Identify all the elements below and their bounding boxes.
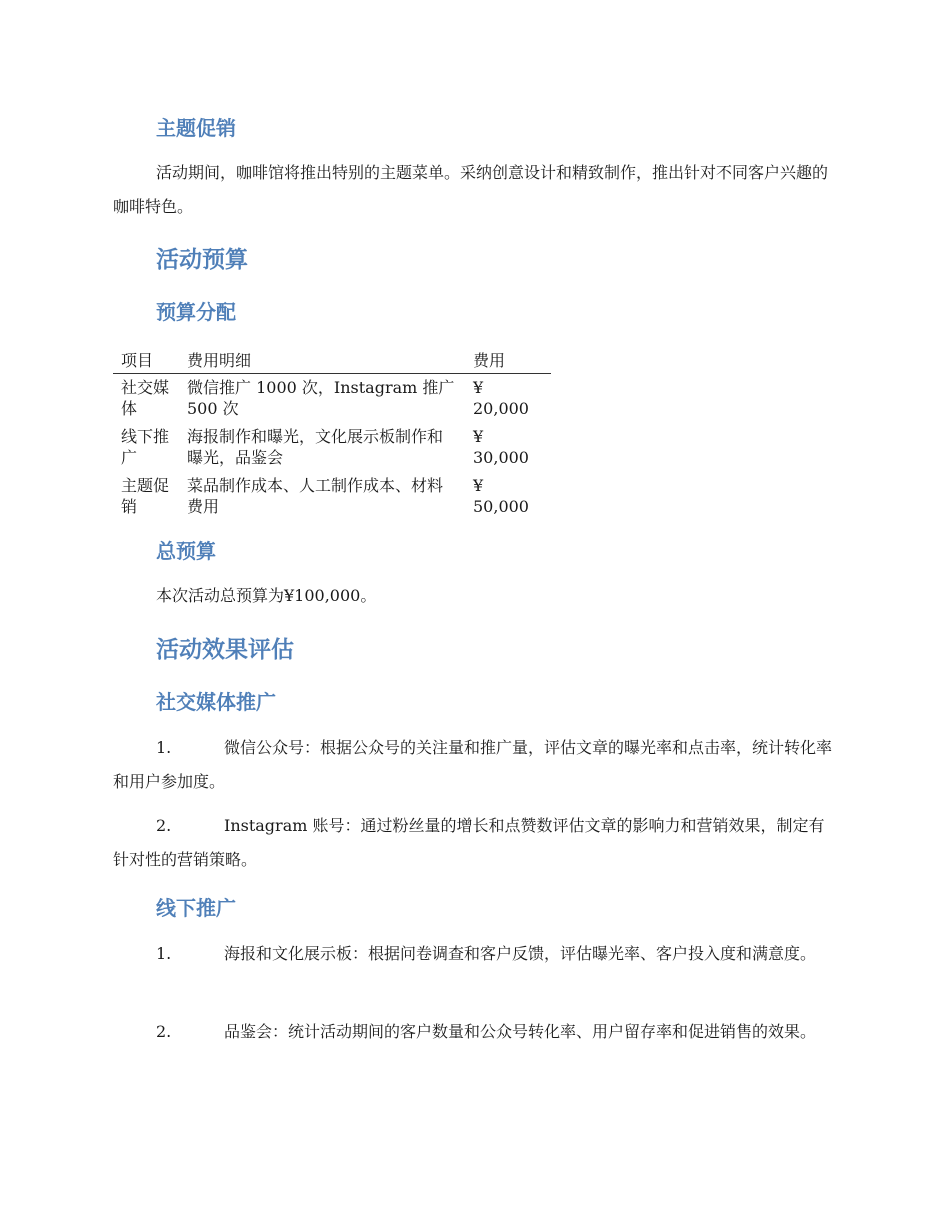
table-header-row (113, 346, 551, 374)
list-item: 海报和文化展示板：根据问卷调查和客户反馈，评估曝光率、客户投入度和满意度。 (224, 944, 817, 963)
subheading-offline-promo: 线下推广 (156, 896, 236, 920)
table-cell-cost: ¥ 20,000 (473, 378, 529, 418)
table-header-cell: 项目 (113, 346, 179, 374)
subheading-budget-allocation: 预算分配 (156, 300, 236, 324)
subheading-total-budget: 总预算 (156, 539, 216, 563)
list-item: 品鉴会：统计活动期间的客户数量和公众号转化率、用户留存率和促进销售的效果。 (224, 1022, 817, 1041)
list-item-number: 1. (156, 738, 172, 757)
table-header-cell: 费用 (465, 346, 551, 374)
table-header-cell: 费用明细 (179, 346, 465, 374)
list-item-number: 2. (156, 1022, 172, 1041)
table-cell-item: 社交媒体 (121, 378, 170, 418)
list-item-number: 1. (156, 944, 172, 963)
list-item-number: 2. (156, 816, 172, 835)
section-heading-theme-promo: 主题促销 (156, 116, 236, 140)
table-cell-detail: 菜品制作成本、人工制作成本、材料费用 (187, 476, 444, 516)
table-row (113, 423, 551, 472)
table-cell-detail: 海报制作和曝光，文化展示板制作和曝光，品鉴会 (187, 427, 444, 467)
section-heading-evaluation: 活动效果评估 (156, 637, 294, 663)
table-cell-item: 线下推广 (121, 427, 170, 467)
table-row (113, 472, 551, 521)
table-cell-cost: ¥ 50,000 (473, 476, 529, 516)
list-item: 微信公众号：根据公众号的关注量和推广量，评估文章的曝光率和点击率，统计转化率和用户参加度。 (113, 738, 833, 791)
subheading-social-media: 社交媒体推广 (156, 690, 276, 714)
table-cell-cost: ¥ 30,000 (473, 427, 529, 467)
theme-promo-paragraph: 活动期间，咖啡馆将推出特别的主题菜单。采纳创意设计和精致制作，推出针对不同客户兴趣的咖啡特色。 (113, 163, 829, 216)
table-row (113, 374, 551, 424)
table-cell-detail: 微信推广 1000 次，Instagram 推广 500 次 (187, 378, 455, 418)
section-heading-budget: 活动预算 (156, 247, 248, 273)
budget-table (113, 346, 551, 521)
total-budget-paragraph: 本次活动总预算为¥100,000。 (156, 586, 377, 605)
table-cell-item: 主题促销 (121, 476, 170, 516)
list-item: Instagram 账号：通过粉丝量的增长和点赞数评估文章的影响力和营销效果，制定有针对性的营销策略。 (113, 816, 825, 869)
